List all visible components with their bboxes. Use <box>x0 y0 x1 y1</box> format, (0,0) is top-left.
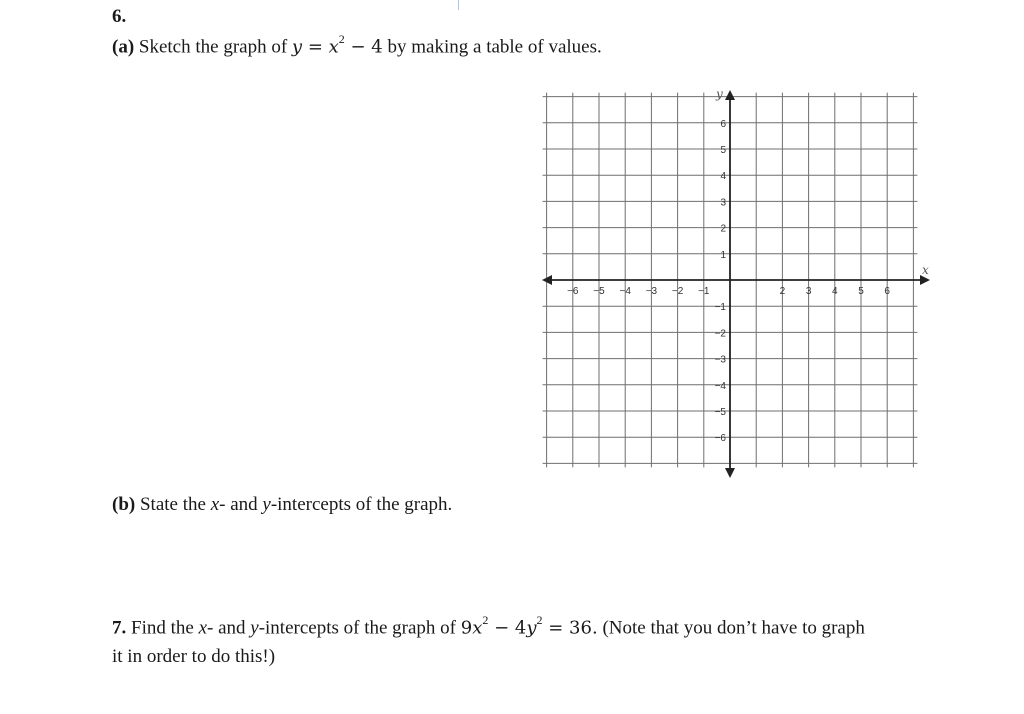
y-tick-label: −4 <box>714 380 726 392</box>
x-tick-label: −2 <box>671 286 684 297</box>
part-a-label: (a) <box>112 36 135 58</box>
part-b-x: x <box>210 494 220 515</box>
x-tick-label: 5 <box>858 286 864 297</box>
part-b-t2: - and <box>219 494 258 515</box>
y-axis-name: y <box>716 88 723 101</box>
axes <box>542 90 930 478</box>
q7-x: x <box>198 617 207 639</box>
x-tick-label: −3 <box>645 286 658 297</box>
y-tick-label: −5 <box>714 407 726 418</box>
q7-t3: -intercepts of the graph of <box>258 617 457 639</box>
q7-t1: Find the <box>131 617 194 639</box>
part-b-t3: -intercepts of the graph. <box>270 494 453 515</box>
x-tick-label: −6 <box>567 286 579 297</box>
y-tick-label: 1 <box>720 249 726 261</box>
q7-y: y <box>250 617 259 639</box>
q7-eq-exp2: 2 <box>536 613 543 627</box>
question-6a-text <box>112 34 602 58</box>
y-tick-label: −6 <box>714 433 726 445</box>
question-7-text-line2: it in order to do this!) <box>112 646 276 667</box>
x-tick-label: −4 <box>619 286 631 297</box>
x-tick-label: 2 <box>779 286 786 297</box>
question-7-number: 7. <box>112 617 127 639</box>
x-tick-label: 4 <box>832 286 838 297</box>
question-7-text <box>112 615 865 639</box>
y-tick-label: 4 <box>720 171 726 183</box>
part-a-text-before: Sketch the graph of <box>138 36 288 58</box>
equation-rest: − 4 <box>344 36 383 58</box>
x-axis-tick-labels <box>567 286 890 297</box>
question-6b-text <box>112 494 452 516</box>
coordinate-grid <box>540 88 932 480</box>
equation-exponent: 2 <box>338 32 345 46</box>
part-a-text-after: by making a table of values. <box>387 36 602 58</box>
y-tick-label: −3 <box>714 354 726 366</box>
y-tick-label: 3 <box>720 197 726 209</box>
y-tick-label: −1 <box>714 302 726 314</box>
question-6-number: 6. <box>112 6 127 27</box>
q7-eq-x: x <box>472 617 483 639</box>
x-tick-label: 6 <box>884 286 890 297</box>
q7-note: (Note that you don’t have to graph <box>602 617 865 639</box>
y-tick-label: 6 <box>720 118 726 130</box>
equation-y: y <box>291 36 303 58</box>
x-tick-label: 3 <box>805 286 812 297</box>
y-tick-label: 5 <box>720 145 726 156</box>
y-axis-up-arrow <box>725 90 735 100</box>
part-b-t1: State the <box>139 494 206 515</box>
q7-eq-minus: − 4 <box>488 617 527 639</box>
y-axis-down-arrow <box>725 468 735 478</box>
part-b-label: (b) <box>112 494 136 515</box>
x-tick-label: −1 <box>698 286 710 297</box>
equation-equals: = <box>302 36 329 58</box>
equation-x: x <box>328 36 339 58</box>
q7-eq-y: y <box>526 617 537 639</box>
x-axis-name: x <box>922 263 929 277</box>
part-b-y: y <box>262 494 271 515</box>
y-tick-label: −2 <box>714 328 726 340</box>
scan-mark <box>458 0 459 10</box>
q7-eq-exp1: 2 <box>482 613 489 627</box>
y-tick-label: 2 <box>720 223 726 235</box>
q7-eq-rest: = 36. <box>542 617 598 639</box>
q7-eq-a: 9 <box>460 617 473 639</box>
y-axis-tick-labels <box>715 119 727 444</box>
x-tick-label: −5 <box>593 286 605 297</box>
q7-t2: - and <box>207 617 246 639</box>
